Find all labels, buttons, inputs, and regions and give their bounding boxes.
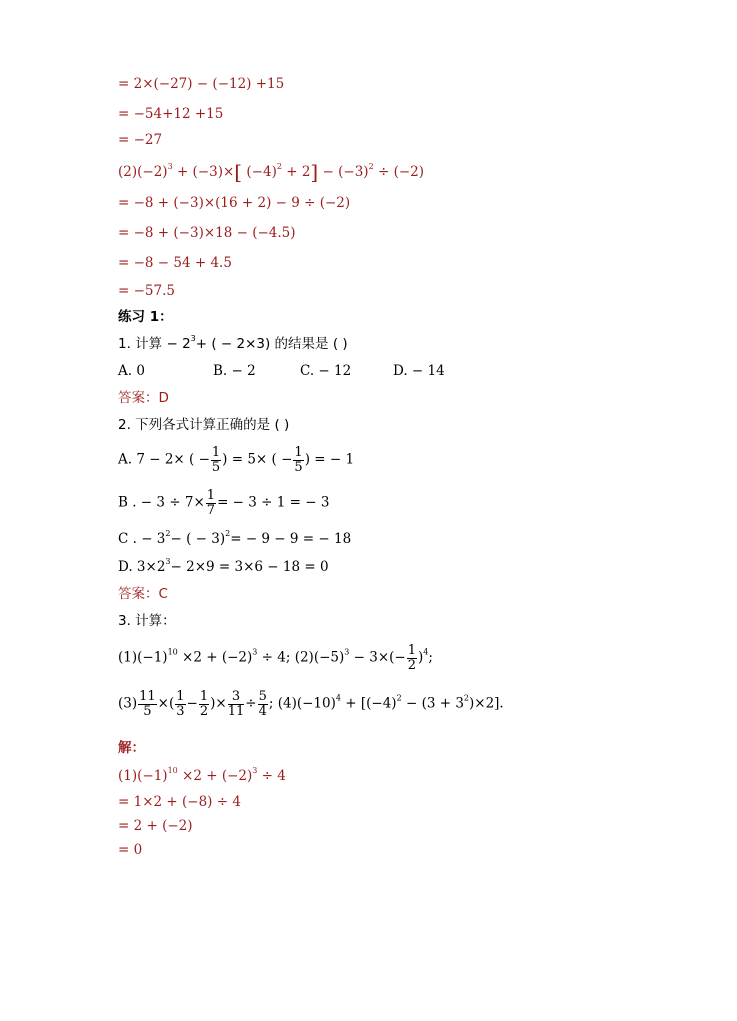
option-b: B. − 2 <box>213 363 256 379</box>
question-3-parts-3-4: (3) $\frac{11}{5}$ ×( $\frac{1}{3}$ − $\frac{1}{2}$ )× $\frac{3}{11}$ ÷ $\frac{5}{4}$ ; $(4)(-10)^4 + [(-4)^2 - (3 + 3^2)\times 2]$. <box>118 689 504 719</box>
fraction: $\frac{1}{3}$ <box>176 689 185 719</box>
question-2-option-a: A. 7 − 2× ( − $\frac{1}{5}$ ) = 5× ( − $\frac{1}{5}$ ) = − 1 <box>118 445 355 475</box>
solution-title: 解： <box>118 740 145 756</box>
solution-step: = −27 <box>118 132 163 148</box>
solution-step: = −8 − 54 + 4.5 <box>118 255 232 271</box>
option-c: C. − 12 <box>300 363 352 379</box>
fraction: $\frac{1}{7}$ <box>206 488 216 518</box>
solution-step: = −8 + (−3)×18 − (−4.5) <box>118 225 296 241</box>
fraction: $\frac{1}{5}$ <box>294 445 303 475</box>
question-3-parts-1-2: $(1)(-1)^{10} \times 2 + (-2)^3 \div 4$; $(2)(-5)^3 - 3\times(-$ $\frac{1}{2}$ )$^4$; <box>118 643 433 673</box>
question-2: 2. 下列各式计算正确的是 ( ) <box>118 417 290 433</box>
option-d: D. − 14 <box>393 363 445 379</box>
fraction: $\frac{1}{5}$ <box>211 445 221 475</box>
solution-step: = −8 + (−3)×(16 + 2) − 9 ÷ (−2) <box>118 195 351 211</box>
solution-step: = 2 + (−2) <box>118 818 193 834</box>
solution-step: = −54+12 +15 <box>118 106 224 122</box>
question-2-option-b: B . − 3 ÷ 7× $\frac{1}{7}$ = − 3 ÷ 1 = − 3 <box>118 488 330 518</box>
question-2-option-d: D. $3\times 2^3- 2\times 9 = 3\times 6 - 18 = 0$ <box>118 557 329 575</box>
answer: 答案：D <box>118 390 169 406</box>
question-1: 1. 计算 − $2^3+$ ( − 2×3) 的结果是 ( ) <box>118 334 348 352</box>
fraction: $\frac{1}{2}$ <box>407 643 417 673</box>
question-1-options <box>118 365 445 379</box>
question-3: 3. 计算： <box>118 613 176 629</box>
solution-step: = −57.5 <box>118 283 175 299</box>
fraction: $\frac{11}{5}$ <box>139 689 156 719</box>
practice-title: 练习 1： <box>118 309 173 325</box>
answer: 答案：C <box>118 586 168 602</box>
option-a: A. 0 <box>118 363 145 379</box>
solution-step: = 2×(−27) − (−12) +15 <box>118 76 285 92</box>
question-2-option-c: C . − $3^2-$ ( − 3)$^2$= − 9 − 9 = − 18 <box>118 529 352 547</box>
solution-step: = 1×2 + (−8) ÷ 4 <box>118 794 241 810</box>
fraction: $\frac{5}{4}$ <box>258 689 267 719</box>
solution-part-2-expression: $(2)(-2)^3 + (-3)\times$[ $(-4)^2 + 2] - (-3)^2 \div (-2)$ <box>118 160 425 184</box>
fraction: $\frac{3}{11}$ <box>227 689 245 719</box>
solution-step: $(1)(-1)^{10} \times 2 + (-2)^3 \div 4$ <box>118 766 286 784</box>
fraction: $\frac{1}{2}$ <box>199 689 209 719</box>
solution-step: = 0 <box>118 842 143 858</box>
